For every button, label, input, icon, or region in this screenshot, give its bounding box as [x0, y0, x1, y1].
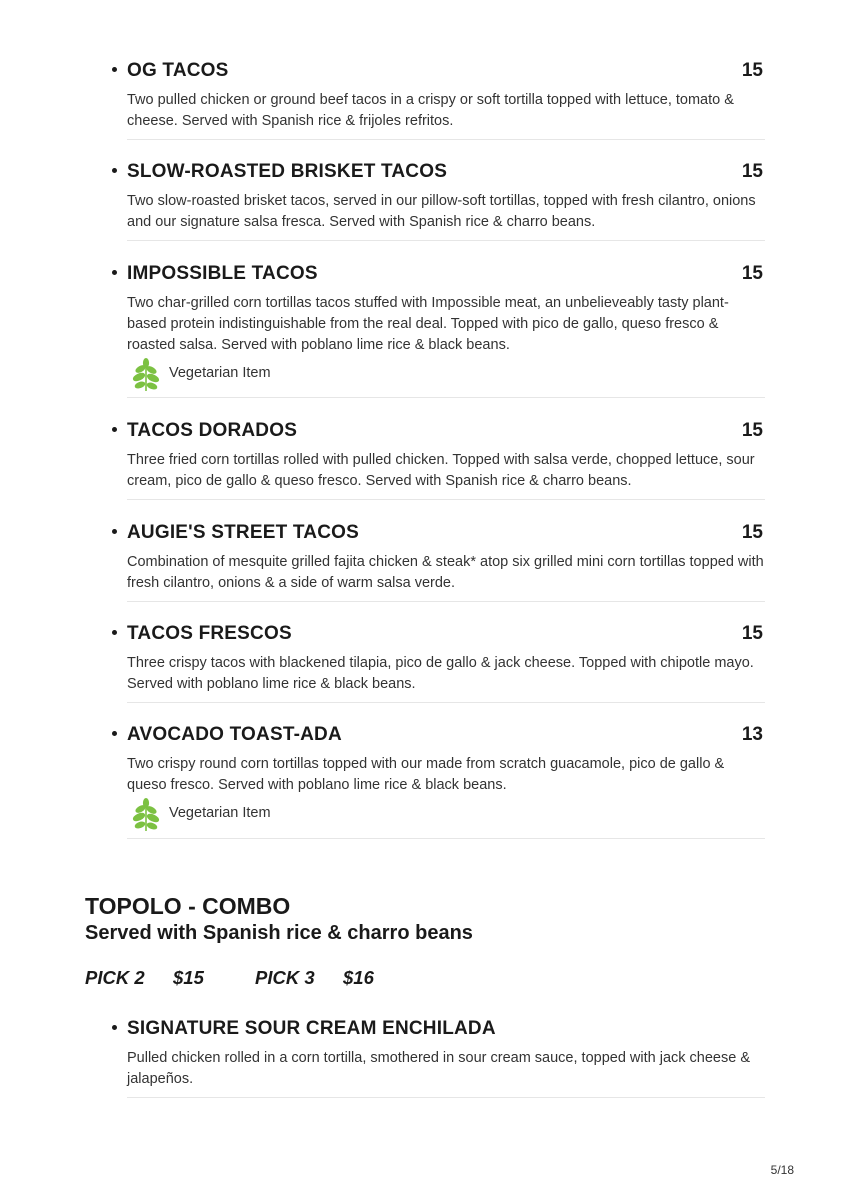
page-number: 5/18 — [770, 1163, 794, 1177]
menu-item-name: SLOW-ROASTED BRISKET TACOS — [127, 161, 448, 182]
pick2-price: $15 — [173, 967, 204, 988]
menu-item — [105, 623, 765, 695]
menu-item-description: Three fried corn tortillas rolled with pulled chicken. Topped with salsa verde, chopped lettuce, sour cream, pico de gallo & queso fresco. Served with Spanish rice & charro beans. — [127, 452, 755, 489]
menu-item-description: Pulled chicken rolled in a corn tortilla, smothered in sour cream sauce, topped with jack cheese & jalapeños. — [127, 1050, 751, 1087]
divider — [127, 499, 765, 500]
pick3-price: $16 — [343, 967, 374, 988]
menu-item-description: Two pulled chicken or ground beef tacos in a crispy or soft tortilla topped with lettuce, tomato & cheese. Served with Spanish rice & frijoles refritos. — [127, 92, 734, 129]
divider — [127, 702, 765, 703]
bullet-icon — [112, 270, 117, 275]
menu-item-description: Two char-grilled corn tortillas tacos stuffed with Impossible meat, an unbelieveably tasty plant-based protein indistinguishable from the real deal. Topped with pico de gallo, queso fresco & roasted salsa. Served with poblano lime rice & black beans. — [127, 295, 729, 353]
menu-item — [105, 161, 765, 233]
leaf-sprig-icon — [129, 358, 163, 392]
menu-item-description: Two slow-roasted brisket tacos, served in our pillow-soft tortillas, topped with fresh cilantro, onions and our signature salsa fresca. Served with Spanish rice & charro beans. — [127, 193, 756, 230]
menu-item-name: AUGIE'S STREET TACOS — [127, 522, 359, 543]
pick2-label: PICK 2 — [85, 967, 145, 988]
menu-item — [105, 60, 765, 132]
menu-item-description: Three crispy tacos with blackened tilapia, pico de gallo & jack cheese. Topped with chipotle mayo. Served with poblano lime rice & black beans. — [127, 655, 754, 692]
menu-item-name: AVOCADO TOAST-ADA — [127, 724, 342, 745]
divider — [127, 601, 765, 602]
divider — [127, 397, 765, 398]
bullet-icon — [112, 168, 117, 173]
menu-item-name: TACOS DORADOS — [127, 420, 298, 441]
bullet-icon — [112, 529, 117, 534]
divider — [127, 838, 765, 839]
bullet-icon — [112, 427, 117, 432]
menu-item-description: Combination of mesquite grilled fajita chicken & steak* atop six grilled mini corn tortillas topped with fresh cilantro, onions & a side of warm salsa verde. — [127, 554, 764, 591]
vegetarian-tag — [127, 358, 765, 392]
leaf-sprig-icon — [129, 798, 163, 832]
menu-item-description: Two crispy round corn tortillas topped with our made from scratch guacamole, pico de gallo & queso fresco. Served with poblano lime rice & black beans. — [127, 756, 725, 793]
menu-item-price: 15 — [741, 161, 763, 182]
bullet-icon — [112, 630, 117, 635]
vegetarian-tag — [127, 798, 765, 832]
menu-item-price: 15 — [741, 420, 763, 441]
menu-item-price: 13 — [741, 724, 763, 745]
section-title: TOPOLO - COMBO — [85, 893, 291, 919]
section-subtitle: Served with Spanish rice & charro beans — [85, 922, 473, 944]
menu-item — [105, 263, 765, 392]
bullet-icon — [112, 731, 117, 736]
bullet-icon — [112, 1025, 117, 1030]
vegetarian-label: Vegetarian Item — [169, 805, 271, 821]
menu-item — [105, 1018, 765, 1090]
divider — [127, 1097, 765, 1098]
menu-item-name: TACOS FRESCOS — [127, 623, 292, 644]
menu-item-price: 15 — [741, 60, 763, 81]
menu-item-name: OG TACOS — [127, 60, 229, 81]
menu-item — [105, 522, 765, 594]
bullet-icon — [112, 67, 117, 72]
menu-item-name: IMPOSSIBLE TACOS — [127, 263, 318, 284]
menu-item-name: SIGNATURE SOUR CREAM ENCHILADA — [127, 1018, 496, 1039]
vegetarian-label: Vegetarian Item — [169, 365, 271, 381]
menu-item-price: 15 — [741, 522, 763, 543]
menu-item — [105, 724, 765, 832]
divider — [127, 139, 765, 140]
pick3-label: PICK 3 — [255, 967, 315, 988]
divider — [127, 240, 765, 241]
menu-item — [105, 420, 765, 492]
menu-item-price: 15 — [741, 623, 763, 644]
menu-item-price: 15 — [741, 263, 763, 284]
